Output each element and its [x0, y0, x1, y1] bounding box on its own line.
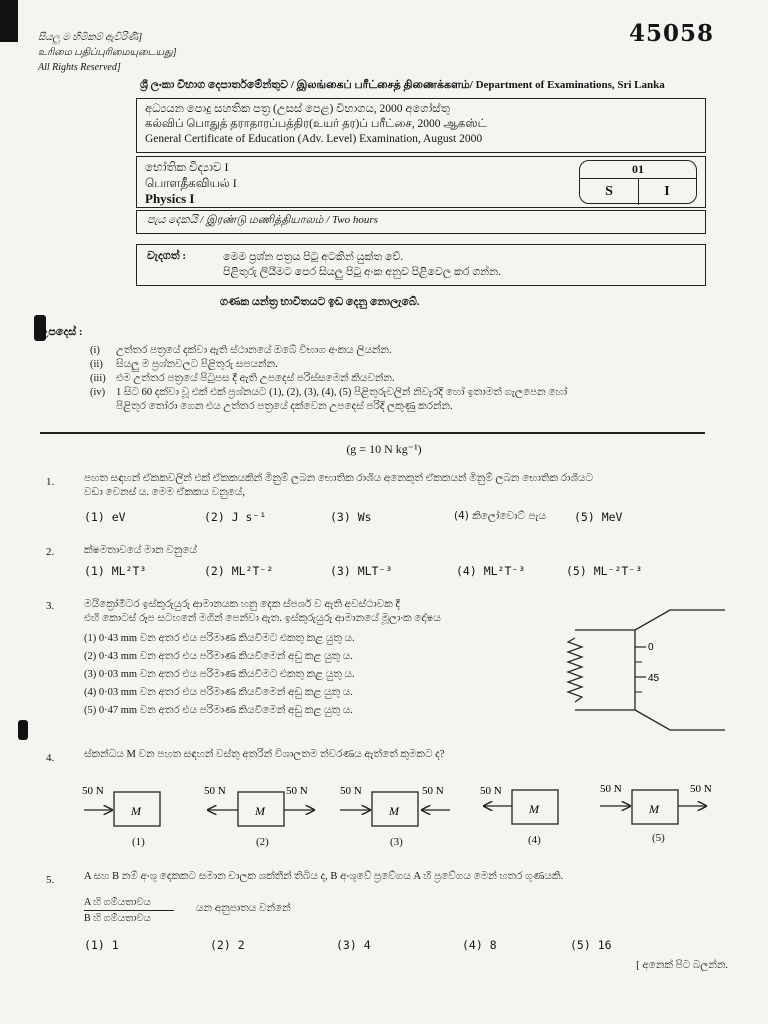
- force-figure-5: [600, 783, 712, 824]
- q5-frac-top: A හි ගම්යතාවය: [84, 897, 151, 908]
- svg-text:50 N: 50 N: [340, 785, 362, 797]
- divider-rule: [40, 432, 705, 434]
- svg-text:50 N: 50 N: [82, 785, 104, 797]
- q3-text-line1: මයික්‍රෝමීටර ඉස්කුරුයුරු ආමානයක හනු දෙක ස්පර්ශ ව ඇති අවස්ථාවක දී: [84, 599, 401, 610]
- department-line: ශ්‍රී ලංකා විභාග දෙපාර්තමේන්තුව / இலங்கைப் பரீட்சைத் திணைக்களம்/ Department of Examinations, Sri Lanka: [140, 79, 665, 91]
- instructions-list: [90, 344, 710, 414]
- q5-frac-bottom: B හි ගම්යතාවය: [84, 913, 151, 924]
- q4-number: 4.: [46, 752, 55, 764]
- exam-line-si: අධ්‍යයන පොදු සහතික පත්‍ර (උසස් පෙළ) විභාගය, 2000 අගෝස්තු: [145, 103, 450, 115]
- instruction-item: පිළිතුර තෝරා ගෙන එය උත්තර පත්‍රයේ දක්වෙන උපදෙස් පරිදි ලකුණු කරන්න.: [116, 401, 453, 412]
- note-line-2: පිළිතුරු ලියීමට පෙර සියලු පිටු අංක අනුව පිළිවෙල කර ගන්න.: [223, 266, 501, 278]
- q1-text-line1: පහත සඳහන් ඒකකවලින් එක් ඒකකයකින් මිනුම් ලබන භොතික රාශිය අනෙකුත් ඒකකයන් මිනුම් ලබන භොතික රාශියට: [84, 473, 594, 484]
- fig-num-4[interactable]: (4): [528, 834, 541, 846]
- note-box: [136, 244, 706, 286]
- paper-id: 45058: [628, 20, 714, 47]
- paper-code-box: [579, 160, 697, 204]
- fig-num-2[interactable]: (2): [256, 836, 269, 848]
- fig-num-5[interactable]: (5): [652, 832, 665, 844]
- q1-option-5[interactable]: (5) MeV: [574, 510, 623, 524]
- time-box: පැය දෙකයි / இரண்டு மணித்தியாலம் / Two hours: [136, 210, 706, 234]
- paper-code-right: I: [664, 184, 670, 199]
- force-figure-3: [340, 785, 450, 826]
- q5-option-2[interactable]: (2) 2: [210, 938, 245, 952]
- q2-option-5[interactable]: (5) ML⁻²T⁻³: [566, 564, 643, 578]
- force-figure-2: [204, 785, 314, 826]
- instruction-item: (iv) 1 සිට 60 දක්වා වූ එක් එක් ප්‍රශ්නයට (1), (2), (3), (4), (5) පිළිතුරුවලින් නිවැරදි හෝ ඉතාමත් ගැලපෙන හෝ: [90, 387, 568, 398]
- paper-code: 01: [580, 161, 696, 179]
- q3-option-2[interactable]: (2) 0·43 mm වන අතර එය පරිමාණ කියවීමෙන් අඩු කළ යුතු ය.: [84, 651, 353, 662]
- svg-text:50 N: 50 N: [204, 785, 226, 797]
- exam-line-ta: கல்விப் பொதுத் தராதாரப்பத்திர(உயர் தர)ப் பரீட்சை, 2000 ஆகஸ்ட்: [145, 118, 487, 130]
- q5-fraction: [84, 895, 174, 926]
- q2-number: 2.: [46, 546, 55, 558]
- q1-option-2[interactable]: (2) J s⁻¹: [204, 510, 267, 524]
- subject-si: භෝතික විද්‍යාව I: [145, 160, 229, 174]
- q3-option-5[interactable]: (5) 0·47 mm වන අතර එය පරිමාණ කියවීමෙන් අඩු කළ යුතු ය.: [84, 705, 353, 716]
- svg-text:50 N: 50 N: [600, 783, 622, 795]
- q5-options: [84, 938, 612, 952]
- svg-text:50 N: 50 N: [690, 783, 712, 795]
- micrometer-diagram: [560, 600, 730, 740]
- svg-text:M: M: [389, 804, 399, 818]
- q3-option-1[interactable]: (1) 0·43 mm වන අතර එය පරිමාණ කියවීමට එකතු කළ යුතු ය.: [84, 633, 355, 644]
- q3-number: 3.: [46, 600, 55, 612]
- svg-text:M: M: [529, 802, 539, 816]
- subject-box: [136, 156, 706, 208]
- q1-number: 1.: [46, 476, 55, 488]
- force-diagrams: [78, 780, 728, 850]
- q5-number: 5.: [46, 874, 55, 886]
- q1-options: [84, 510, 622, 524]
- fig-num-1[interactable]: (1): [132, 836, 145, 848]
- q1-option-1[interactable]: (1) eV: [84, 510, 126, 524]
- q5-option-4[interactable]: (4) 8: [462, 938, 497, 952]
- q2-options: [84, 564, 642, 578]
- q5-option-5[interactable]: (5) 16: [570, 938, 612, 952]
- copyright-ta: உரிமை பதிப்புரிமையுடையது]: [38, 47, 177, 58]
- fig-num-3[interactable]: (3): [390, 836, 403, 848]
- scale-label-0: 0: [648, 642, 654, 653]
- scan-mark-top: [0, 0, 18, 42]
- subject-en: Physics I: [145, 191, 195, 206]
- svg-text:M: M: [255, 804, 265, 818]
- scan-mark-low: [18, 720, 28, 740]
- force-figure-1: [82, 785, 160, 826]
- q2-option-4[interactable]: (4) ML²T⁻³: [456, 564, 526, 578]
- q5-option-1[interactable]: (1) 1: [84, 938, 119, 952]
- paper-code-left: S: [580, 178, 639, 205]
- q1-option-4[interactable]: (4) කිලෝවොට් පැය: [454, 510, 546, 522]
- force-figure-4: [480, 785, 558, 824]
- q3-options: [84, 630, 355, 720]
- q2-option-2[interactable]: (2) ML²T⁻²: [204, 564, 274, 578]
- q4-text: ස්කන්ධය M වන පහත සඳහන් වස්තු අතරින් විශාලතම ත්වරණය ඇත්තේ කුමකට ද?: [84, 749, 445, 760]
- q1-option-3[interactable]: (3) Ws: [330, 510, 372, 524]
- copyright-en: All Rights Reserved]: [38, 62, 121, 73]
- exam-box: [136, 98, 706, 153]
- q2-option-1[interactable]: (1) ML²T³: [84, 564, 147, 578]
- q5-text: A සහ B නම් අංශු දෙකකට සමාන චාලක ශක්තීන් තිබිය ද, B අංශුවේ ප්‍රවේගය A හි ප්‍රවේගය මෙන් හතර ගුණයකි.: [84, 871, 564, 882]
- instruction-item: (ii) සියලු ම ප්‍රශ්නවලට පිළිතුරු සපයන්න.: [90, 359, 278, 370]
- scale-label-45: 45: [648, 673, 660, 684]
- q2-text: ක්ෂමතාවයේ මාන වනුයේ: [84, 545, 197, 556]
- calculator-note: ගණක යන්ත්‍ර භාවිතයට ඉඩ දෙනු නොලැබේ.: [220, 296, 420, 308]
- copyright-notice: [38, 30, 177, 75]
- turn-over-note: [ අනෙක් පිට බලන්න.: [636, 960, 728, 971]
- q2-option-3[interactable]: (3) MLT⁻³: [330, 564, 393, 578]
- instruction-item: (i) උත්තර පත්‍රයේ දක්වා ඇති ස්ථානයේ ඔබේ විභාග අංකය ලියන්න.: [90, 345, 392, 356]
- svg-text:50 N: 50 N: [480, 785, 502, 797]
- q5-option-3[interactable]: (3) 4: [336, 938, 371, 952]
- note-line-1: මෙම ප්‍රශ්න පත්‍රය පිටු අටකින් යුක්ත වේ.: [223, 251, 404, 263]
- svg-text:50 N: 50 N: [286, 785, 308, 797]
- copyright-si: සියලු ම හිමිකම් ඇවිරිණි]: [38, 32, 143, 43]
- svg-text:M: M: [131, 804, 141, 818]
- note-label: වැදගත් :: [147, 250, 187, 262]
- q1-text-line2: වඩා වෙනස් ය. මෙම ඒකකය වනුයේ,: [84, 487, 245, 498]
- exam-line-en: General Certificate of Education (Adv. Level) Examination, August 2000: [145, 133, 483, 145]
- svg-text:M: M: [649, 802, 659, 816]
- subject-ta: பொளதீகவியல் I: [145, 176, 237, 190]
- q1-text: [84, 472, 724, 500]
- instruction-item: (iii) එම උත්තර පත්‍රයේ පිටුපස දී ඇති උපදෙස් පරිස්සමෙන් කියවන්න.: [90, 373, 395, 384]
- q3-text: [84, 598, 564, 626]
- svg-text:50 N: 50 N: [422, 785, 444, 797]
- q3-text-line2: එහි කොටස් රූප සටහනේ මගින් පෙන්වා ඇත. ඉස්කුරුයුරු ආමානයේ මූලාංක දෝෂය: [84, 613, 441, 624]
- instructions-heading: උපදෙස් :: [40, 326, 83, 338]
- q5-ratio-text: යන අනුපාතය වන්නේ: [196, 903, 291, 914]
- gravity-value: (g = 10 N kg⁻¹): [346, 442, 422, 456]
- q3-option-4[interactable]: (4) 0·03 mm වන අතර එය පරිමාණ කියවීමෙන් අඩු කළ යුතු ය.: [84, 687, 353, 698]
- q3-option-3[interactable]: (3) 0·03 mm වන අතර එය පරිමාණ කියවීමට එකතු කළ යුතු ය.: [84, 669, 355, 680]
